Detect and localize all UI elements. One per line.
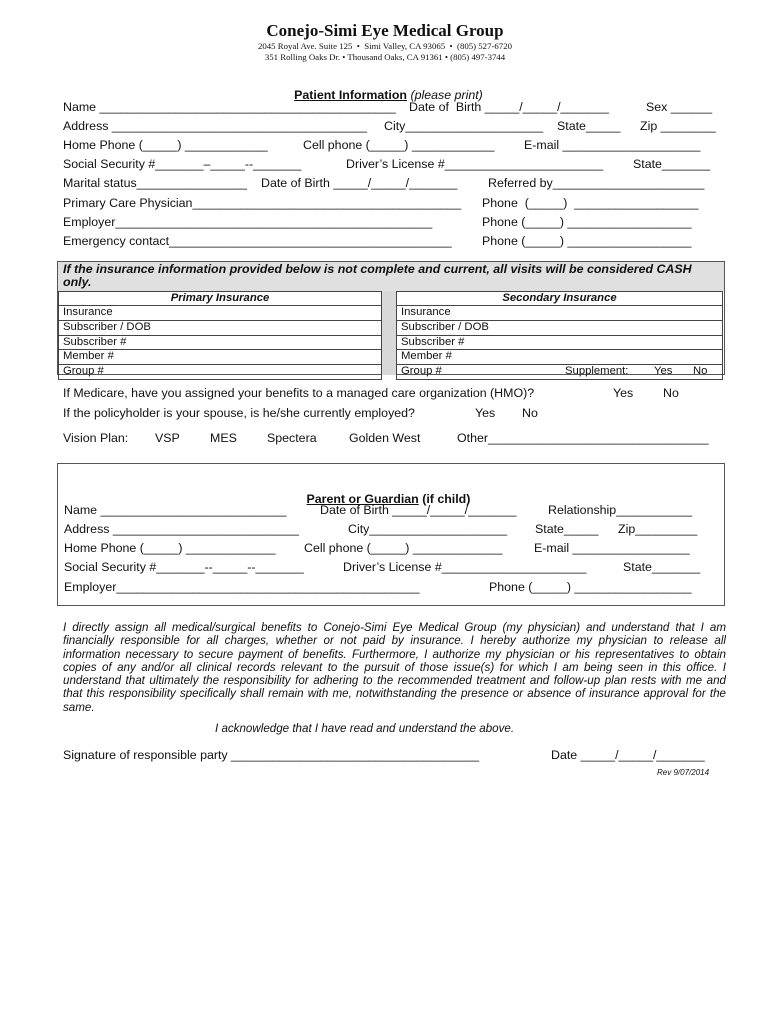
patient-zip-field[interactable]: Zip ________ xyxy=(640,119,716,133)
revision-label: Rev 9/07/2014 xyxy=(657,768,710,777)
patient-marital-status-field[interactable]: Marital status________________ xyxy=(63,176,247,190)
guardian-ssn-field[interactable]: Social Security #_______--_____--_______ xyxy=(64,560,304,574)
primary-insurance-cell[interactable]: Insurance xyxy=(59,306,381,321)
guardian-drivers-license-field[interactable]: Driver’s License #_____________________ xyxy=(343,560,587,574)
primary-insurance-title: Primary Insurance xyxy=(59,292,381,306)
acknowledgement-text: I acknowledge that I have read and understand the above. xyxy=(215,722,515,735)
pcp-field[interactable]: Primary Care Physician_______________________________________ xyxy=(63,196,462,210)
patient-info-note: (please print) xyxy=(410,88,483,102)
patient-drivers-license-field[interactable]: Driver’s License #_______________________ xyxy=(346,157,604,171)
guardian-city-field[interactable]: City____________________ xyxy=(348,522,508,536)
primary-subscriber-dob-cell[interactable]: Subscriber / DOB xyxy=(59,321,381,336)
spouse-yes-option[interactable]: Yes xyxy=(475,406,496,420)
vision-other-field[interactable]: Other________________________________ xyxy=(457,431,709,445)
secondary-group-number-cell[interactable] xyxy=(397,365,722,379)
clinic-title: Conejo-Simi Eye Medical Group xyxy=(266,21,504,40)
patient-name-field[interactable]: Name ___________________________________________ xyxy=(63,100,396,114)
guardian-note: (if child) xyxy=(422,492,471,506)
spouse-employed-question: If the policyholder is your spouse, is he/she currently employed? xyxy=(63,406,415,420)
patient-cell-phone-field[interactable]: Cell phone (_____) ____________ xyxy=(303,138,495,152)
secondary-group-label: Group # xyxy=(401,365,442,378)
guardian-dl-state-field[interactable]: State_______ xyxy=(623,560,701,574)
assignment-statement: I directly assign all medical/surgical benefits to Conejo-Simi Eye Medical Group (my physician) and understand that I am financially responsible for all charges, whether or not paid by insurance. I hereby authorize my physician to release all information necessary to secure payment of benefits. Furthermore, I authorize my physician or his representatives to obtain copies of any and/or all clinical records relevant to the pursuit of those issue(s) for which I am being seen in this office. I understand that ultimately the responsibility for adhering to the recommended treatment and follow-up plan rests with me and that this responsibility specifically shall remain with me, notwithstanding the presence or absence of insurance approval for the same. xyxy=(63,621,726,714)
guardian-address-field[interactable]: Address ___________________________ xyxy=(64,522,299,536)
insurance-box xyxy=(57,261,725,378)
spouse-no-option[interactable]: No xyxy=(522,406,538,420)
insurance-column-divider xyxy=(381,291,397,375)
patient-dob2-field[interactable]: Date of Birth _____/_____/_______ xyxy=(261,176,458,190)
primary-group-number-cell[interactable]: Group # xyxy=(63,365,104,378)
supplement-label: Supplement: xyxy=(565,365,629,378)
patient-ssn-field[interactable]: Social Security #_______–_____--_______ xyxy=(63,157,302,171)
patient-referred-by-field[interactable]: Referred by______________________ xyxy=(488,176,705,190)
vision-option-vsp[interactable]: VSP xyxy=(155,431,180,445)
patient-address-field[interactable]: Address _____________________________________ xyxy=(63,119,367,133)
patient-state-field[interactable]: State_____ xyxy=(557,119,621,133)
medicare-question: If Medicare, have you assigned your benefits to a managed care organization (HMO)? xyxy=(63,386,535,400)
insurance-warning-banner: If the insurance information provided below is not complete and current, all visits will be considered CASH only. xyxy=(58,262,724,291)
clinic-address-thousand-oaks: 351 Rolling Oaks Dr. • Thousand Oaks, CA 91361 • (805) 497-3744 xyxy=(264,52,506,62)
patient-email-field[interactable]: E-mail ____________________ xyxy=(524,138,701,152)
emergency-phone-field[interactable]: Phone (_____) __________________ xyxy=(482,234,692,248)
guardian-employer-field[interactable]: Employer____________________________________________ xyxy=(64,580,420,594)
employer-phone-field[interactable]: Phone (_____) __________________ xyxy=(482,215,692,229)
supplement-yes-option[interactable]: Yes xyxy=(654,365,673,378)
vision-option-mes[interactable]: MES xyxy=(210,431,237,445)
secondary-insurance-title: Secondary Insurance xyxy=(397,292,722,306)
secondary-insurance-table xyxy=(396,291,723,380)
guardian-state-field[interactable]: State_____ xyxy=(535,522,599,536)
patient-dob-field[interactable]: Date of Birth _____/_____/_______ xyxy=(409,100,609,114)
supplement-no-option[interactable]: No xyxy=(693,365,708,378)
secondary-member-number-cell[interactable]: Member # xyxy=(397,350,722,365)
medicare-yes-option[interactable]: Yes xyxy=(613,386,634,400)
secondary-subscriber-number-cell[interactable]: Subscriber # xyxy=(397,336,722,351)
guardian-cell-phone-field[interactable]: Cell phone (_____) _____________ xyxy=(304,541,503,555)
guardian-employer-phone-field[interactable]: Phone (_____) _________________ xyxy=(489,580,692,594)
patient-home-phone-field[interactable]: Home Phone (_____) ____________ xyxy=(63,138,268,152)
primary-subscriber-number-cell[interactable]: Subscriber # xyxy=(59,336,381,351)
guardian-email-field[interactable]: E-mail _________________ xyxy=(534,541,690,555)
guardian-zip-field[interactable]: Zip_________ xyxy=(618,522,698,536)
patient-info-heading: Patient Information xyxy=(294,88,408,102)
patient-sex-field[interactable]: Sex ______ xyxy=(646,100,713,114)
vision-option-golden-west[interactable]: Golden West xyxy=(349,431,421,445)
clinic-address-simi: 2045 Royal Ave. Suite 125 • Simi Valley, CA 93065 • (805) 527-6720 xyxy=(257,41,512,51)
employer-field[interactable]: Employer______________________________________________ xyxy=(63,215,433,229)
guardian-name-field[interactable]: Name ___________________________ xyxy=(64,503,287,517)
pcp-phone-field[interactable]: Phone (_____) __________________ xyxy=(482,196,699,210)
secondary-insurance-cell[interactable]: Insurance xyxy=(397,306,722,321)
signature-field[interactable]: Signature of responsible party ____________________________________ xyxy=(63,748,480,762)
medicare-no-option[interactable]: No xyxy=(663,386,679,400)
patient-city-field[interactable]: City____________________ xyxy=(384,119,544,133)
signature-date-field[interactable]: Date _____/_____/_______ xyxy=(551,748,705,762)
guardian-relationship-field[interactable]: Relationship___________ xyxy=(548,503,692,517)
primary-member-number-cell[interactable]: Member # xyxy=(59,350,381,365)
vision-plan-label: Vision Plan: xyxy=(63,431,129,445)
patient-info-title xyxy=(0,74,770,102)
guardian-dob-field[interactable]: Date of Birth _____/_____/_______ xyxy=(320,503,517,517)
guardian-heading: Parent or Guardian xyxy=(306,492,419,506)
guardian-home-phone-field[interactable]: Home Phone (_____) _____________ xyxy=(64,541,276,555)
patient-dl-state-field[interactable]: State_______ xyxy=(633,157,711,171)
primary-insurance-table xyxy=(58,291,382,380)
emergency-contact-field[interactable]: Emergency contact_________________________________________ xyxy=(63,234,452,248)
guardian-title xyxy=(0,478,770,506)
vision-option-spectera[interactable]: Spectera xyxy=(267,431,317,445)
secondary-subscriber-dob-cell[interactable]: Subscriber / DOB xyxy=(397,321,722,336)
